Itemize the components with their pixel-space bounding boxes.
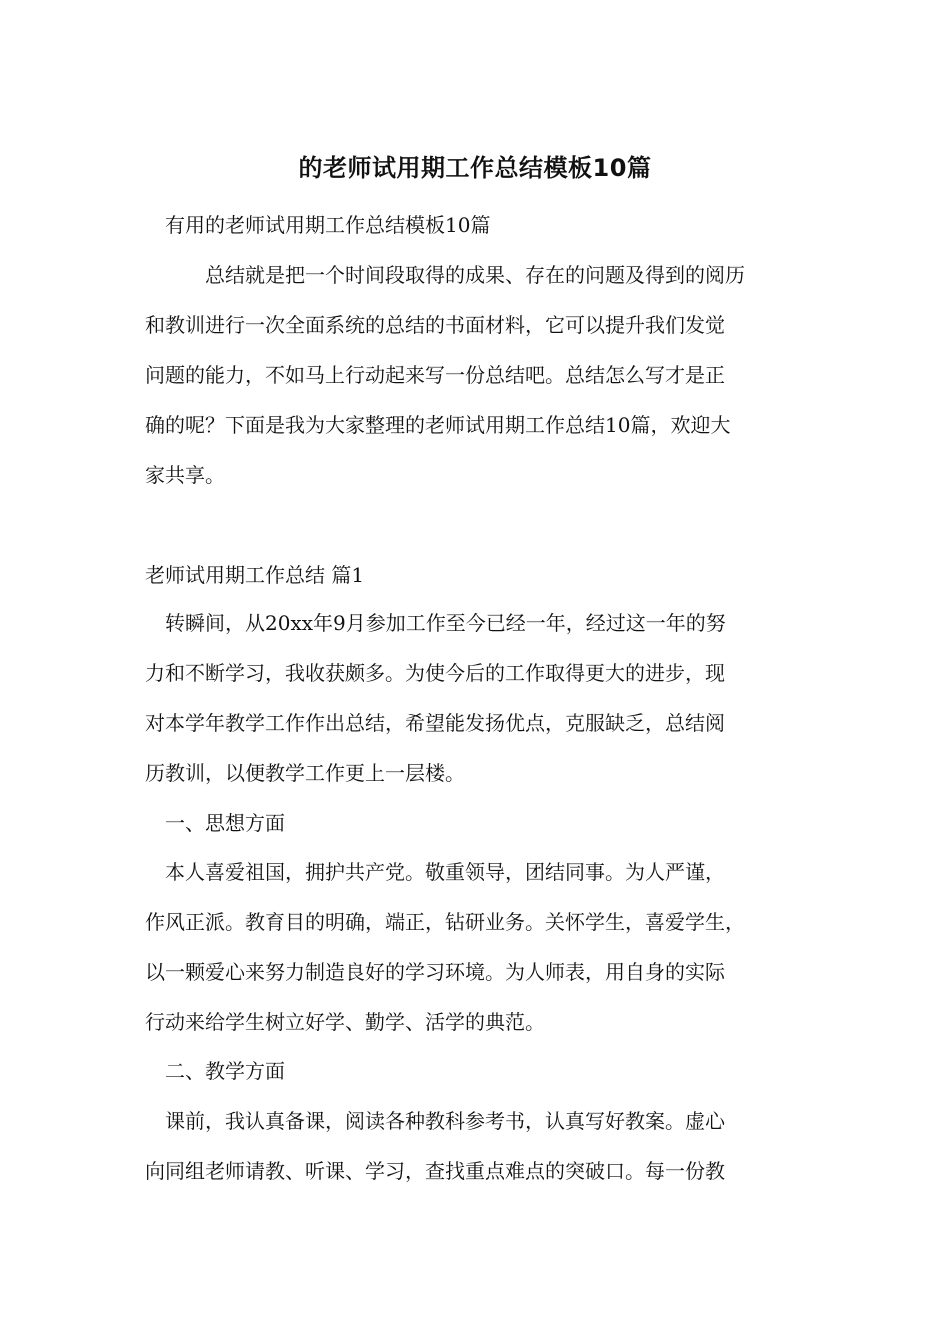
intro-line-5: 家共享。 [145, 463, 225, 487]
intro-line-4: 确的呢？下面是我为大家整理的老师试用期工作总结10篇，欢迎大 [145, 413, 731, 437]
para1-line-2: 力和不断学习，我收获颇多。为使今后的工作取得更大的进步，现 [145, 661, 725, 685]
para2-line-2: 作风正派。教育目的明确，端正，钻研业务。关怀学生，喜爱学生， [145, 910, 745, 934]
intro-line-1: 总结就是把一个时间段取得的成果、存在的问题及得到的阅历 [205, 263, 745, 287]
para2-line-1: 本人喜爱祖国，拥护共产党。敬重领导，团结同事。为人严谨， [165, 860, 725, 884]
para2-line-3: 以一颗爱心来努力制造良好的学习环境。为人师表，用自身的实际 [145, 960, 725, 984]
intro-line-2: 和教训进行一次全面系统的总结的书面材料，它可以提升我们发觉 [145, 313, 725, 337]
para1-line-4: 历教训，以便教学工作更上一层楼。 [145, 761, 465, 785]
para1-line-3: 对本学年教学工作作出总结，希望能发扬优点，克服缺乏，总结阅 [145, 711, 725, 735]
para3-line-2: 向同组老师请教、听课、学习，查找重点难点的突破口。每一份教 [145, 1159, 725, 1183]
intro-line-3: 问题的能力，不如马上行动起来写一份总结吧。总结怎么写才是正 [145, 363, 725, 387]
section-heading: 老师试用期工作总结 篇1 [145, 563, 365, 587]
heading-teaching: 二、教学方面 [165, 1059, 285, 1083]
document-subtitle: 有用的老师试用期工作总结模板10篇 [165, 213, 491, 237]
document-title: 的老师试用期工作总结模板10篇 [298, 154, 652, 182]
para3-line-1: 课前，我认真备课，阅读各种教科参考书，认真写好教案。虚心 [165, 1109, 725, 1133]
para1-line-1: 转瞬间，从20xx年9月参加工作至今已经一年，经过这一年的努 [165, 611, 726, 635]
heading-thought: 一、思想方面 [165, 811, 285, 835]
para2-line-4: 行动来给学生树立好学、勤学、活学的典范。 [145, 1010, 545, 1034]
